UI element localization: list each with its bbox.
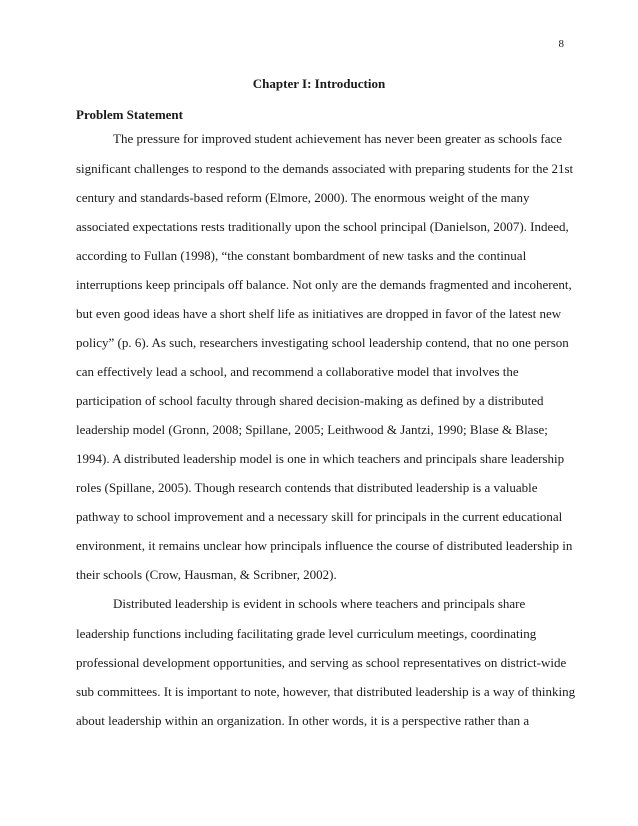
body-line: leadership functions including facilitating grade level curriculum meetings, coordinating (76, 626, 537, 641)
body-line: pathway to school improvement and a necessary skill for principals in the current educational (76, 509, 563, 524)
body-line: 1994). A distributed leadership model is one in which teachers and principals share leadership (76, 451, 565, 466)
body-line: century and standards-based reform (Elmore, 2000). The enormous weight of the many (76, 190, 530, 205)
body-line: interruptions keep principals off balance. Not only are the demands fragmented and incoherent, (76, 277, 572, 292)
body-line: sub committees. It is important to note, however, that distributed leadership is a way of thinking (76, 684, 576, 699)
body-line: participation of school faculty through shared decision-making as defined by a distributed (76, 393, 544, 408)
body-line: roles (Spillane, 2005). Though research contends that distributed leadership is a valuable (76, 480, 538, 495)
chapter-title: Chapter I: Introduction (252, 76, 386, 91)
body-line: Distributed leadership is evident in schools where teachers and principals share (113, 596, 526, 611)
body-line: can effectively lead a school, and recommend a collaborative model that involves the (76, 364, 519, 379)
body-line: professional development opportunities, and serving as school representatives on district-wide (76, 655, 567, 670)
body-line: associated expectations rests traditionally upon the school principal (Danielson, 2007). Indeed, (76, 219, 569, 234)
body-line: environment, it remains unclear how principals influence the course of distributed leadership in (76, 538, 573, 553)
body-line: according to Fullan (1998), “the constant bombardment of new tasks and the continual (76, 248, 527, 263)
body-line: but even good ideas have a short shelf life as initiatives are dropped in favor of the latest new (76, 306, 562, 321)
body-line: The pressure for improved student achievement has never been greater as schools face (113, 131, 563, 146)
section-heading: Problem Statement (76, 107, 183, 122)
body-line: leadership model (Gronn, 2008; Spillane, 2005; Leithwood & Jantzi, 1990; Blase & Blase; (76, 422, 548, 437)
page-number: 8 (558, 38, 564, 50)
body-line: their schools (Crow, Hausman, & Scribner, 2002). (76, 567, 337, 582)
body-line: policy” (p. 6). As such, researchers investigating school leadership contend, that no one person (76, 335, 569, 350)
body-line: about leadership within an organization. In other words, it is a perspective rather than a (76, 713, 530, 728)
body-line: significant challenges to respond to the demands associated with preparing students for the 21st (76, 161, 574, 176)
